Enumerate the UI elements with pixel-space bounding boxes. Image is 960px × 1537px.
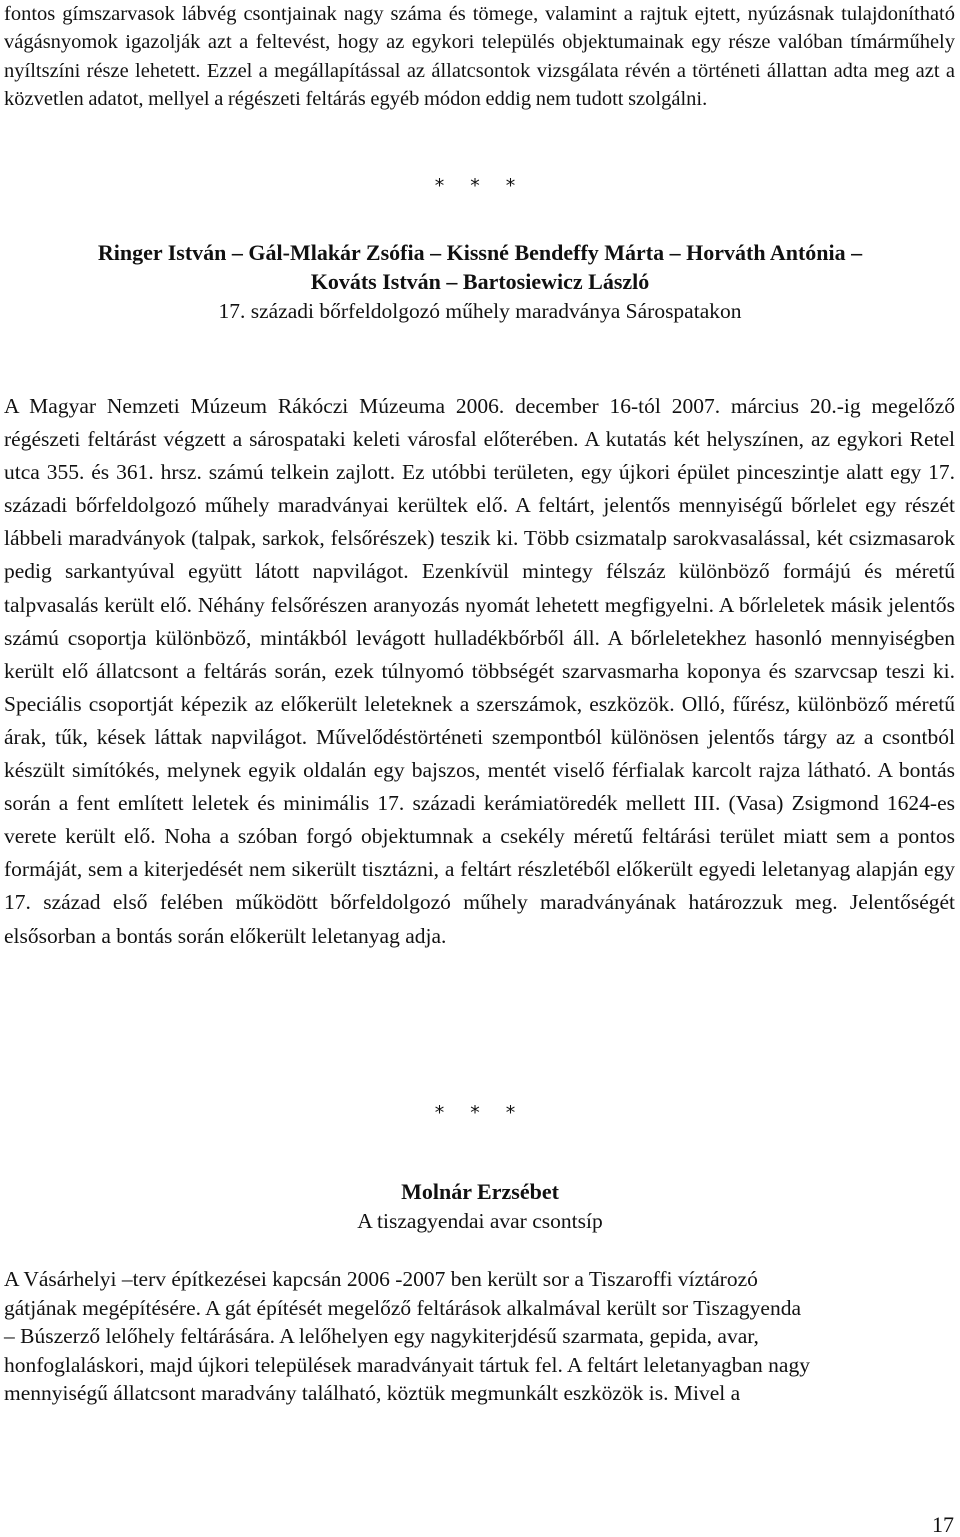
article-2-body <box>4 1265 955 1408</box>
article-2-author: Molnár Erzsébet <box>401 1179 559 1204</box>
article-1-body: A Magyar Nemzeti Múzeum Rákóczi Múzeuma 2006. december 16-tól 2007. március 20.-ig megelőző régészeti feltárást végzett a sárospataki keleti városfal előterében. A kutatás két helyszínen, az egykori Retel utca 355. és 361. hrsz. számú telkein zajlott. Ez utóbbi területen, egy újkori épület pinceszintje alatt egy 17. századi bőrfeldolgozó műhely maradványai kerültek elő. A feltárt, jelentős mennyiségű bőrlelet egy részét lábbeli maradványok (talpak, sarkok, felsőrészek) teszik ki. Több csizmatalp sarokvasalással, két csizmasarok pedig sarkantyúval együtt látott napvilágot. Ezenkívül mintegy félszáz különböző formájú és méretű talpvasalás került elő. Néhány felsőrészen aranyozás nyomát lehetett megfigyelni. A bőrleletek másik jelentős számú csoportja különböző, mintákból levágott hulladékbőrből áll. A bőrleletekhez hasonló mennyiségben került elő állatcsont a feltárás során, ezek túlnyomó többségét szarvasmarha koponya és szarvcsap teszi ki. Speciális csoportját képezik az előkerült leleteknek a szerszámok, eszközök. Olló, fűrész, különböző méretű árak, tűk, kések láttak napvilágot. Művelődéstörténeti szempontból különösen jelentős tárgy az a csontból készült simítókés, melynek egyik oldalán egy bajszos, mentét viselő férfialak karcolt rajza látható. A bontás során a fent említett leletek és minimális 17. századi kerámiatöredék mellett III. (Vasa) Zsigmond 1624-es verete került elő. Noha a szóban forgó objektumnak a csekély méretű feltárási terület miatt sem a pontos formáját, sem a kiterjedését nem sikerült tisztázni, a feltárt részletéből előkerült egyedi leletanyag alapján egy 17. század első felében működött bőrfeldolgozó műhely maradványának határozzuk meg. Jelentőségét elsősorban a bontás során előkerült leletanyag adja. <box>4 394 955 948</box>
article-2-line: gátjának megépítésére. A gát építését megelőző feltárások alkalmával került sor Tiszagyenda <box>4 1295 802 1320</box>
article-2-line: honfoglaláskori, majd újkori települések maradványait tártuk fel. A feltárt leletanyagban nagy <box>4 1352 810 1377</box>
page-number: 17 <box>932 1512 954 1537</box>
article-2-title: A tiszagyendai avar csontsíp <box>357 1209 603 1233</box>
article-2-line: – Búszerző lelőhely feltárására. A lelőhelyen egy nagykiterjdésű szarmata, gepida, avar, <box>4 1324 759 1349</box>
article-1-authors-line-1: Ringer István – Gál-Mlakár Zsófia – Kissné Bendeffy Márta – Horváth Antónia – <box>97 240 863 265</box>
article-1-authors-line-2: Kováts István – Bartosiewicz László <box>310 269 650 294</box>
section-divider: * * * <box>434 175 526 197</box>
intro-paragraph: fontos gímszarvasok lábvég csontjainak nagy száma és tömege, valamint a rajtuk ejtett, nyúzásnak tulajdonítható vágásnyomok igazolják azt a feltevést, hogy az egykori település objektumainak egy része valóban tímárműhely nyíltszíni része lehetett. Ezzel a megállapítással az állatcsontok vizsgálata révén a történeti állattan adta meg azt a közvetlen adatot, mellyel a régészeti feltárás egyéb módon eddig nem tudott szolgálni. <box>4 3 955 111</box>
article-2-line: A Vásárhelyi –terv építkezései kapcsán 2006 -2007 ben került sor a Tiszaroffi víztározó <box>4 1267 758 1291</box>
article-2-line: mennyiségű állatcsont maradvány található, köztük megmunkált eszközök is. Mivel a <box>4 1381 741 1406</box>
section-divider: * * * <box>434 1102 526 1124</box>
article-1-authors <box>0 238 960 296</box>
article-1-title: 17. századi bőrfeldolgozó műhely maradványa Sárospatakon <box>218 299 742 323</box>
